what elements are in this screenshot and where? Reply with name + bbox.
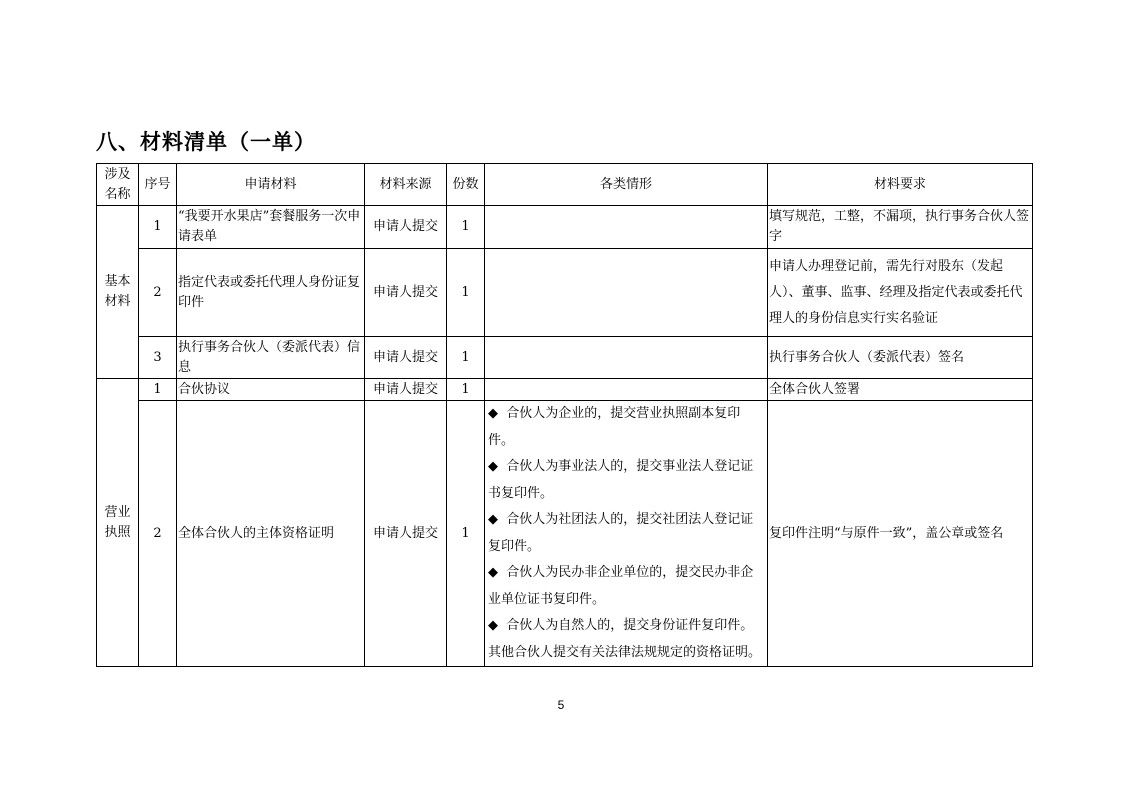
situation-item: ◆ 合伙人为自然人的，提交身份证件复印件。: [488, 618, 754, 633]
situations-list: [486, 401, 766, 666]
situations-cell: [485, 249, 768, 337]
materials-table: [96, 163, 1033, 667]
source-cell: 申请人提交: [365, 379, 447, 401]
copies-cell: 1: [447, 379, 485, 401]
seq-cell: 2: [139, 249, 177, 337]
seq-cell: 3: [139, 337, 177, 379]
situation-item: ◆ 合伙人为民办非企业单位的，提交民办非企业单位证书复印件。: [488, 565, 754, 607]
requirements-cell: 全体合伙人签署: [768, 379, 1033, 401]
source-cell: 申请人提交: [365, 401, 447, 667]
situation-item: ◆ 合伙人为企业的，提交营业执照副本复印件。: [488, 406, 741, 448]
table-row: [97, 379, 1033, 401]
copies-cell: 1: [447, 337, 485, 379]
section-title: 八、材料清单（一单）: [96, 130, 316, 154]
material-cell: 全体合伙人的主体资格证明: [177, 401, 365, 667]
situation-item: ◆ 合伙人为社团法人的，提交社团法人登记证复印件。: [488, 512, 754, 554]
header-source: 材料来源: [365, 164, 447, 206]
situation-item: ◆ 合伙人为事业法人的，提交事业法人登记证书复印件。: [488, 459, 754, 501]
header-copies: 份数: [447, 164, 485, 206]
header-situations: 各类情形: [485, 164, 768, 206]
table-row: [97, 249, 1033, 337]
requirements-cell: 复印件注明“与原件一致”，盖公章或签名: [768, 401, 1033, 667]
material-cell: 指定代表或委托代理人身份证复印件: [177, 249, 365, 337]
table-row: [97, 206, 1033, 249]
situations-cell: [485, 206, 768, 249]
situations-cell: [485, 337, 768, 379]
source-cell: 申请人提交: [365, 249, 447, 337]
header-requirements: 材料要求: [768, 164, 1033, 206]
bullet-diamond-icon: ◆: [488, 459, 498, 474]
table-row: [97, 337, 1033, 379]
material-cell: “我要开水果店”套餐服务一次申请表单: [177, 206, 365, 249]
situations-cell: [485, 401, 768, 667]
table-header-row: [97, 164, 1033, 206]
seq-cell: 1: [139, 206, 177, 249]
copies-cell: 1: [447, 401, 485, 667]
seq-cell: 1: [139, 379, 177, 401]
source-cell: 申请人提交: [365, 337, 447, 379]
header-category: 涉及 名称: [97, 164, 139, 206]
requirements-cell: 申请人办理登记前，需先行对股东（发起人）、董事、监事、经理及指定代表或委托代理人的身份信息实行实名验证: [768, 249, 1033, 337]
requirements-cell: 填写规范，工整，不漏项，执行事务合伙人签字: [768, 206, 1033, 249]
material-cell: 执行事务合伙人（委派代表）信息: [177, 337, 365, 379]
category-cell: 营业 执照: [97, 379, 139, 667]
source-cell: 申请人提交: [365, 206, 447, 249]
material-cell: 合伙协议: [177, 379, 365, 401]
bullet-diamond-icon: ◆: [488, 512, 498, 527]
bullet-diamond-icon: ◆: [488, 565, 498, 580]
seq-cell: 2: [139, 401, 177, 667]
page-number: 5: [557, 698, 565, 712]
situation-tail: 其他合伙人提交有关法律法规规定的资格证明。: [488, 644, 762, 660]
table-row: [97, 401, 1033, 667]
category-cell: 基本 材料: [97, 206, 139, 379]
copies-cell: 1: [447, 249, 485, 337]
header-seq: 序号: [139, 164, 177, 206]
copies-cell: 1: [447, 206, 485, 249]
header-material: 申请材料: [177, 164, 365, 206]
bullet-diamond-icon: ◆: [488, 406, 498, 421]
situations-cell: [485, 379, 768, 401]
requirements-cell: 执行事务合伙人（委派代表）签名: [768, 337, 1033, 379]
bullet-diamond-icon: ◆: [488, 618, 498, 633]
